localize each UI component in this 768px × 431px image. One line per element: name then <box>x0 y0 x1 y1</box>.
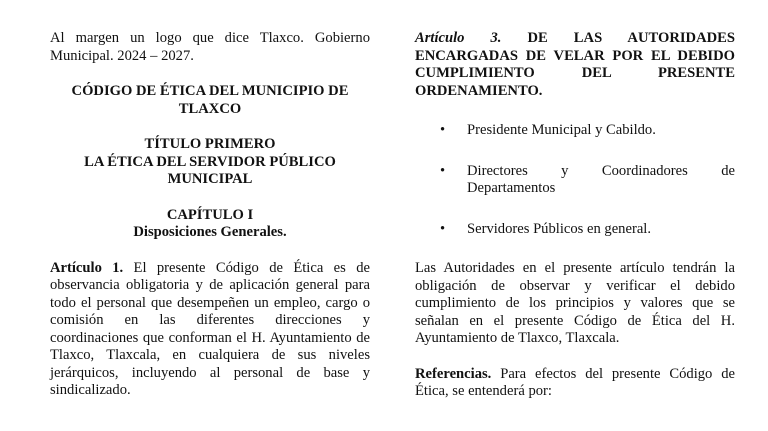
chapter-heading: CAPÍTULO I <box>166 206 254 223</box>
list-item: • Directores y Coordinadores de Departamentos <box>440 162 735 196</box>
article-1 <box>50 260 370 400</box>
list-item: • Presidente Municipal y Cabildo. <box>440 122 656 138</box>
title-subtitle: LA ÉTICA DEL SERVIDOR PÚBLICO <box>84 153 336 170</box>
references-text: Para efectos del presente Código de Ética, se entenderá por: <box>415 365 735 399</box>
article-1-label: Artículo 1. <box>50 259 124 276</box>
authorities-list <box>415 122 735 238</box>
references-paragraph <box>415 366 735 401</box>
bullet-icon: • <box>440 162 446 179</box>
article-3-title: DE LAS AUTORIDADES ENCARGADAS DE VELAR POR EL DEBIDO CUMPLIMIENTO DEL PRESENTE ORDENAMIENTO. <box>415 30 736 99</box>
bullet-icon: • <box>440 122 446 138</box>
article-3-heading <box>415 30 735 100</box>
list-item: • Servidores Públicos en general. <box>440 220 651 237</box>
references-label: Referencias. <box>415 365 492 382</box>
chapter-name: Disposiciones Generales. <box>133 224 287 240</box>
code-title-line-1: CÓDIGO DE ÉTICA DEL MUNICIPIO DE <box>71 83 349 99</box>
obligation-paragraph: Las Autoridades en el presente artículo tendrán la obligación de observar y verificar el debido cumplimiento de los principios y valores que se señalan en el presente Código de Ética del H. Ayuntamiento de Tlaxco, Tlaxcala. <box>415 260 735 346</box>
article-3-label: Artículo 3. <box>415 30 502 46</box>
article-1-text: El presente Código de Ética es de observancia obligatoria y de aplicación general para todo el personal que desempeñen un empleo, cargo o comisión en las diferentes direcciones y coordinaciones que conforman el H. Ayuntamiento de Tlaxco, Tlaxcala, en cualquiera de sus niveles jerárquicos, incluyendo al personal de base y sindicalizado. <box>50 259 370 398</box>
left-column <box>50 30 370 400</box>
title-first: TÍTULO PRIMERO <box>144 136 276 152</box>
bullet-icon: • <box>440 220 446 237</box>
right-column <box>415 30 735 401</box>
intro-paragraph: Al margen un logo que dice Tlaxco. Gobierno Municipal. 2024 – 2027. <box>50 30 370 64</box>
title-subtitle-2: MUNICIPAL <box>167 171 253 187</box>
code-title-line-2: TLAXCO <box>178 100 242 117</box>
